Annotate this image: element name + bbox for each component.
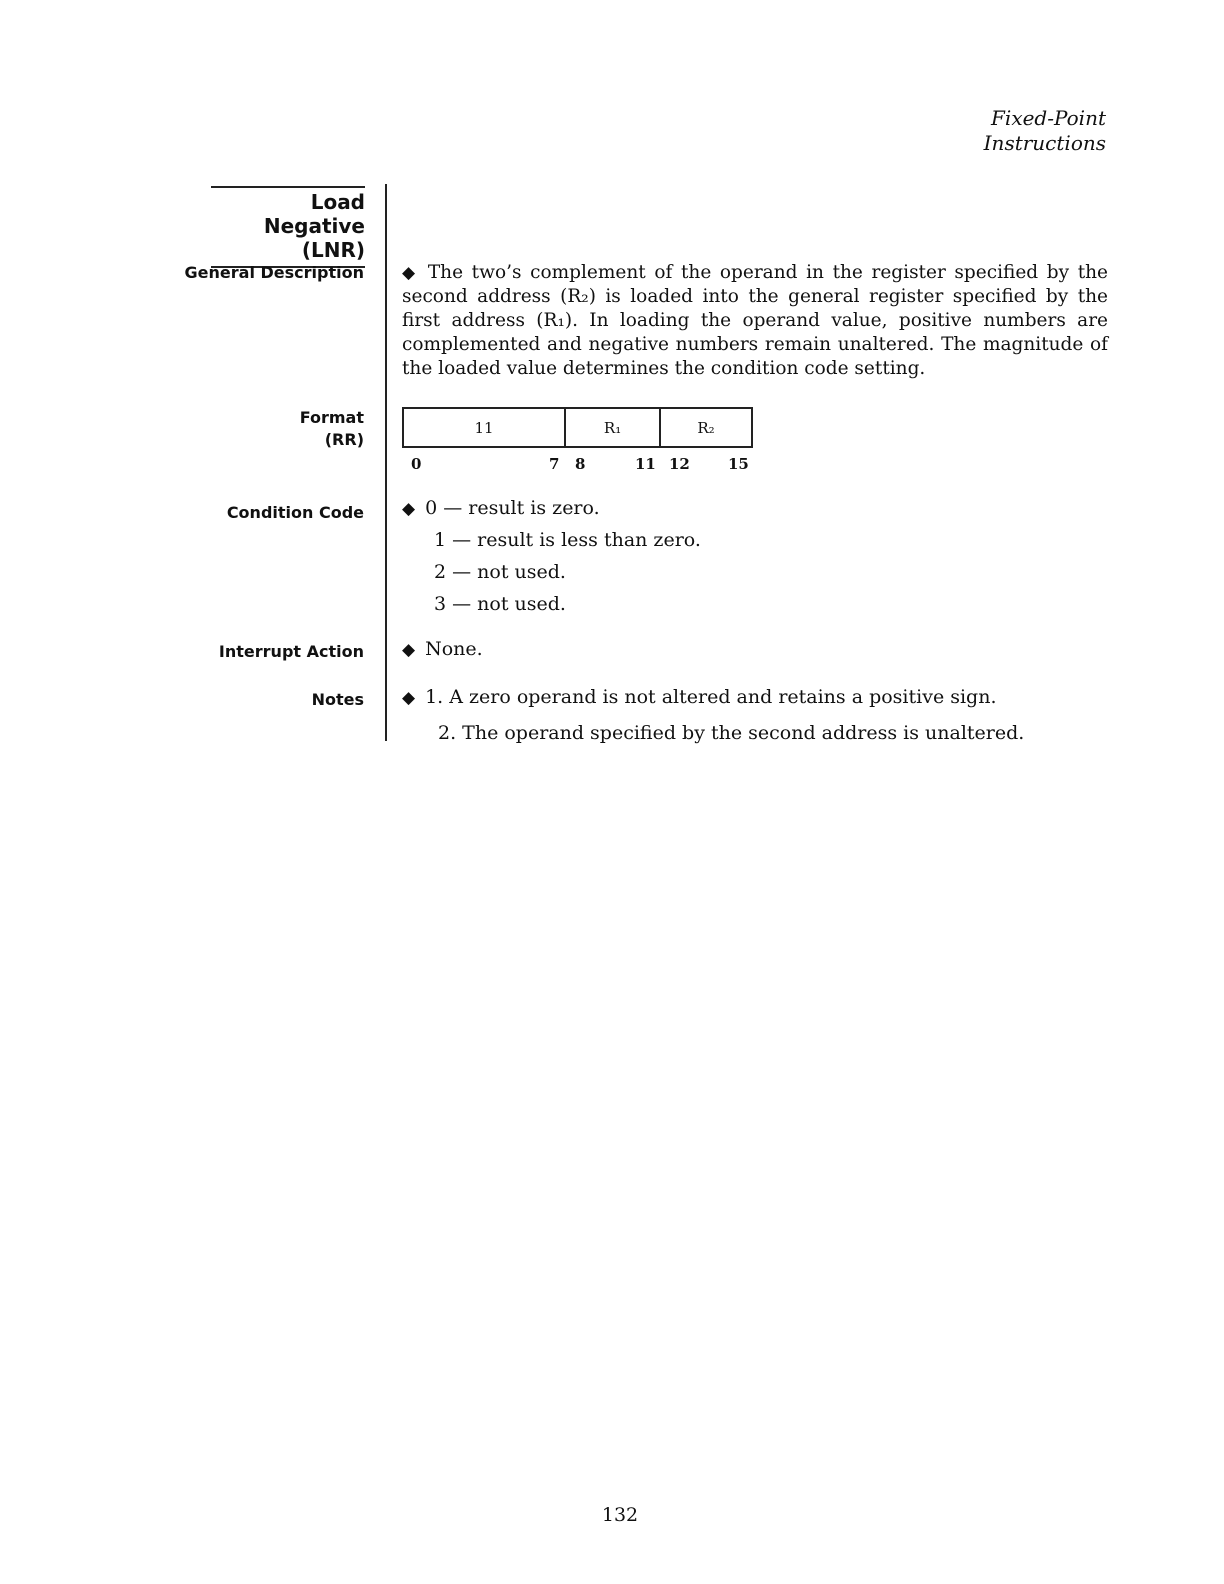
notes-label: Notes	[311, 690, 364, 709]
format-label	[300, 407, 364, 451]
bit-position: 12	[669, 455, 690, 473]
note-item: 2. The operand specified by the second address is unaltered.	[438, 722, 1025, 744]
page-number: 132	[601, 1504, 639, 1526]
list-item	[402, 719, 1024, 755]
bullet-diamond-icon: ◆	[402, 499, 416, 519]
running-head-line2: Instructions	[983, 131, 1106, 155]
title-line2: (LNR)	[301, 238, 365, 262]
note-item: 1. A zero operand is not altered and retains a positive sign.	[425, 686, 997, 708]
format-label-line2: (RR)	[324, 430, 364, 449]
running-head-line1: Fixed-Point	[991, 106, 1106, 130]
bit-position: 11	[635, 455, 656, 473]
interrupt-action-label: Interrupt Action	[218, 642, 364, 661]
list-item	[402, 494, 701, 526]
interrupt-action-text	[402, 636, 483, 663]
bit-position: 8	[575, 455, 586, 473]
bit-position: 0	[411, 455, 422, 473]
list-item	[402, 590, 701, 622]
notes-list	[402, 683, 1024, 755]
list-item	[402, 683, 1024, 719]
vertical-divider	[385, 184, 387, 741]
bit-position: 15	[728, 455, 749, 473]
instruction-title	[211, 186, 365, 268]
format-field-opcode: 11	[404, 409, 566, 446]
running-head	[984, 106, 1106, 156]
condition-code-label: Condition Code	[226, 503, 364, 522]
bullet-diamond-icon: ◆	[402, 688, 416, 708]
format-field-r1: R₁	[566, 409, 661, 446]
format-label-line1: Format	[299, 408, 364, 427]
general-description-text	[402, 261, 1108, 381]
general-description-label: General Description	[184, 263, 364, 282]
general-description-body: The two’s complement of the operand in the register specified by the second address (R₂) is loaded into the general register specified by the first address (R₁). In loading the operand value, positive numbers are complemented and negative numbers remain unaltered. The magnitude of the loaded value determines the condition code setting.	[402, 262, 1108, 379]
condition-code-item: 0 — result is zero.	[425, 497, 600, 519]
format-field-r2: R₂	[697, 418, 715, 437]
condition-code-item: 1 — result is less than zero.	[434, 529, 701, 551]
bullet-diamond-icon: ◆	[402, 640, 416, 660]
list-item	[402, 526, 701, 558]
condition-code-item: 2 — not used.	[434, 561, 566, 583]
instruction-format-diagram	[402, 407, 753, 448]
condition-code-item: 3 — not used.	[434, 593, 566, 615]
interrupt-action-body: None.	[425, 638, 483, 660]
title-line1: Load Negative	[263, 190, 365, 238]
condition-code-list	[402, 494, 701, 622]
list-item	[402, 558, 701, 590]
bit-position: 7	[549, 455, 560, 473]
bullet-diamond-icon: ◆	[402, 263, 418, 283]
